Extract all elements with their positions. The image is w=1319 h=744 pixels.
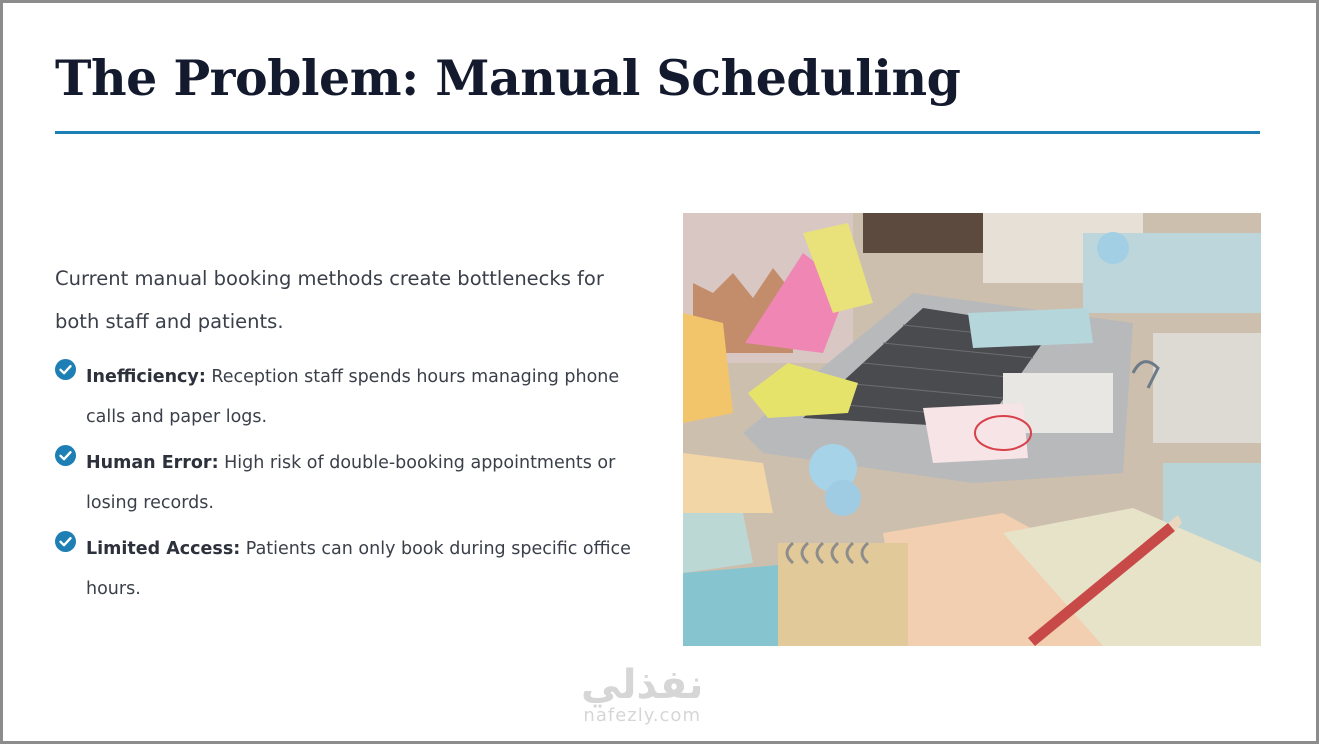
list-item — [55, 529, 645, 609]
watermark — [581, 663, 703, 727]
title-divider — [55, 131, 1260, 134]
check-circle-icon — [55, 359, 76, 380]
problem-list — [55, 357, 645, 615]
slide-title: The Problem: Manual Scheduling — [55, 49, 961, 107]
list-item-description: Patients can only book during specific office hours. — [86, 539, 631, 599]
list-item-text — [86, 529, 645, 609]
list-item — [55, 443, 645, 523]
check-circle-icon — [55, 445, 76, 466]
messy-desk-photo — [683, 213, 1261, 646]
list-item-text — [86, 443, 645, 523]
list-item-term: Human Error: — [86, 453, 219, 473]
watermark-logo: نفذلي — [581, 662, 704, 708]
list-item-text — [86, 357, 645, 437]
list-item-description: High risk of double-booking appointments or losing records. — [86, 453, 616, 513]
list-item-description: Reception staff spends hours managing phone calls and paper logs. — [86, 367, 620, 427]
intro-text: Current manual booking methods create bottlenecks for both staff and patients. — [55, 267, 604, 333]
list-item-term: Limited Access: — [86, 539, 241, 559]
list-item-term: Inefficiency: — [86, 367, 206, 387]
watermark-text: nafezly.com — [583, 705, 701, 726]
check-circle-icon — [55, 531, 76, 552]
list-item — [55, 357, 645, 437]
